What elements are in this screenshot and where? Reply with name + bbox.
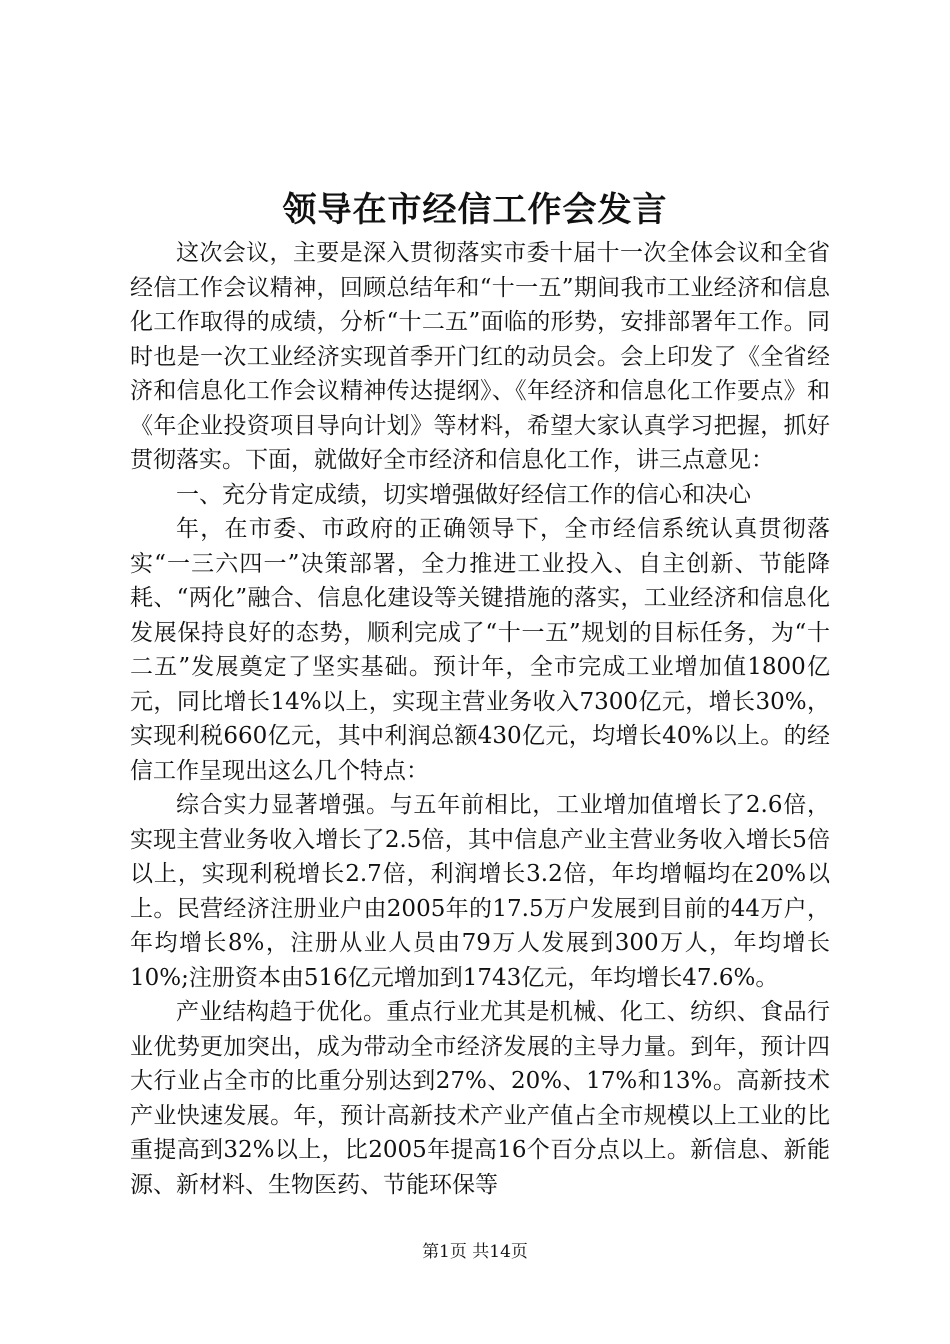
page-title: 领导在市经信工作会发言 <box>282 190 668 230</box>
page-number-footer: 第1页 共14页 <box>422 1242 528 1262</box>
paragraph-intro: 这次会议，主要是深入贯彻落实市委十届十一次全体会议和全省经信工作会议精神，回顾总结年和“十一五”期间我市工业经济和信息化工作取得的成绩，分析“十二五”面临的形势，安排部署年工作。同时也是一次工业经济实现首季开门红的动员会。会上印发了《全省经济和信息化工作会议精神传达提纲》、《年经济和信息化工作要点》和《年企业投资项目导向计划》等材料，希望大家认真学习把握，抓好贯彻落实。下面，就做好全市经济和信息化工作，讲三点意见： <box>130 240 830 473</box>
section-heading-1: 一、充分肯定成绩，切实增强做好经信工作的信心和决心 <box>176 481 751 508</box>
document-body <box>130 236 830 1202</box>
paragraph-achievements: 年，在市委、市政府的正确领导下，全市经信系统认真贯彻落实“一三六四一”决策部署，全力推进工业投入、自主创新、节能降耗、“两化”融合、信息化建设等关键措施的落实，工业经济和信息化发展保持良好的态势，顺利完成了“十一五”规划的目标任务，为“十二五”发展奠定了坚实基础。预计年，全市完成工业增加值1800亿元，同比增长14%以上，实现主营业务收入7300亿元，增长30%，实现利税660亿元，其中利润总额430亿元，均增长40%以上。的经信工作呈现出这么几个特点： <box>130 516 830 784</box>
paragraph-strength: 综合实力显著增强。与五年前相比，工业增加值增长了2.6倍，实现主营业务收入增长了2.5倍，其中信息产业主营业务收入增长5倍以上，实现利税增长2.7倍，利润增长3.2倍，年均增幅均在20%以上。民营经济注册业户由2005年的17.5万户发展到目前的44万户，年均增长8%，注册从业人员由79万人发展到300万人，年均增长10%;注册资本由516亿元增加到1743亿元，年均增长47.6%。 <box>130 792 830 991</box>
paragraph-structure: 产业结构趋于优化。重点行业尤其是机械、化工、纺织、食品行业优势更加突出，成为带动全市经济发展的主导力量。到年，预计四大行业占全市的比重分别达到27%、20%、17%和13%。高新技术产业快速发展。年，预计高新技术产业产值占全市规模以上工业的比重提高到32%以上，比2005年提高16个百分点以上。新信息、新能源、新材料、生物医药、节能环保等 <box>130 999 830 1198</box>
